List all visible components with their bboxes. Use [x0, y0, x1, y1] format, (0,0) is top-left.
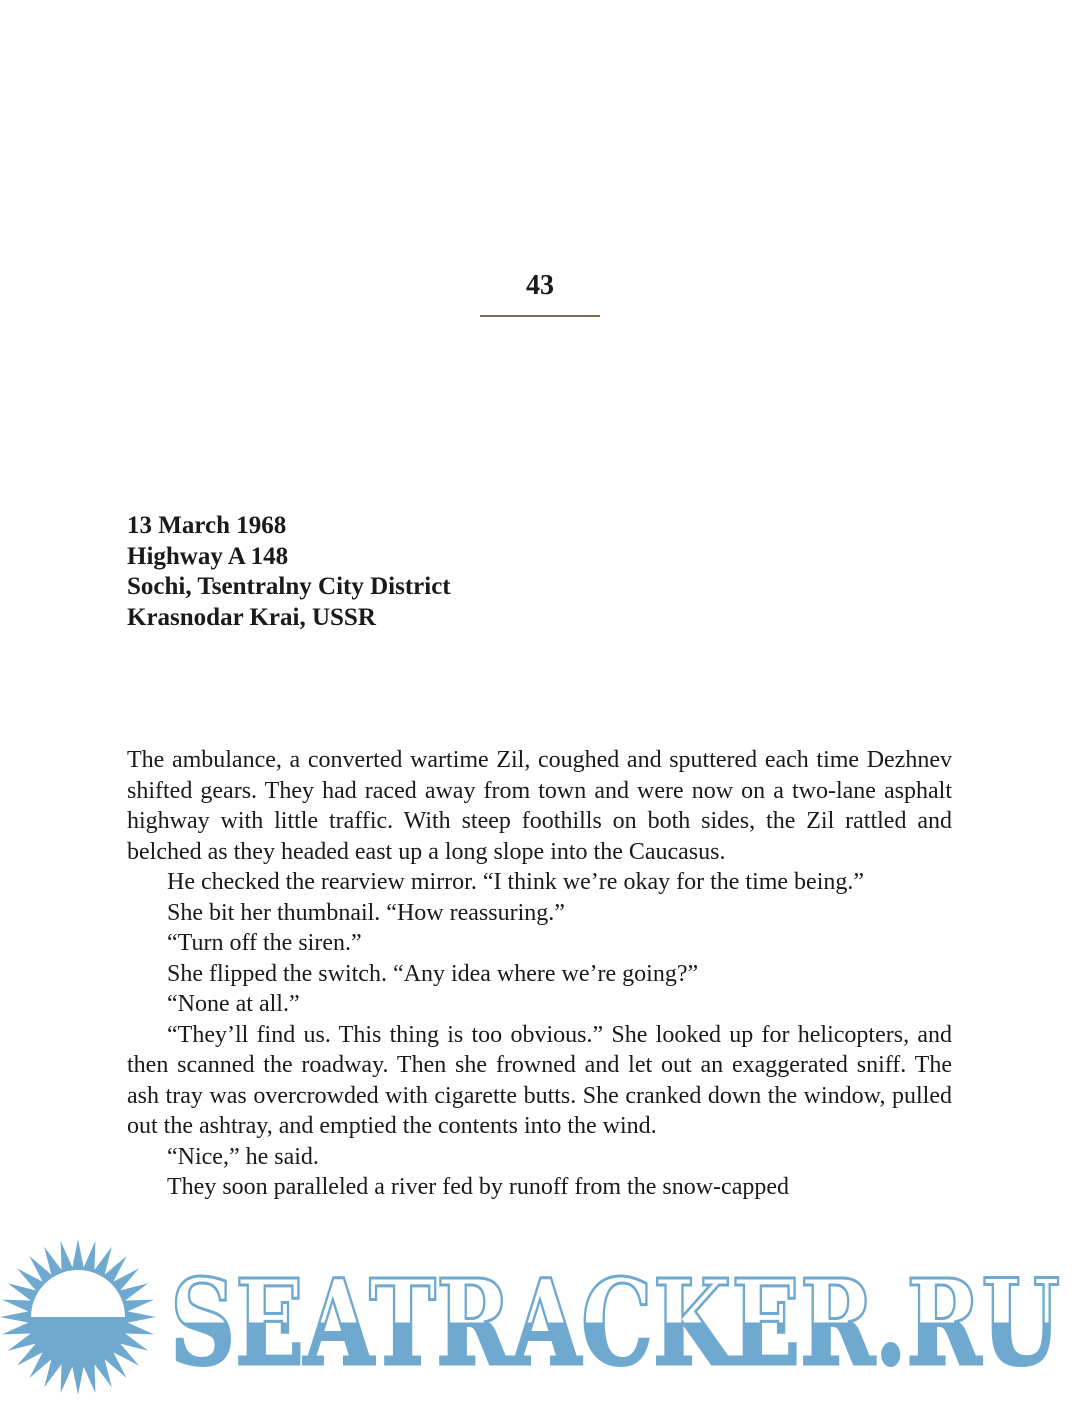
dateline-city: Sochi, Tsentralny City District	[127, 573, 451, 600]
paragraph: “Turn off the siren.”	[167, 930, 362, 956]
paragraph: “None at all.”	[167, 991, 300, 1017]
paragraph: “They’ll find us. This thing is too obvious.” She looked up for helicopters, and then scanned the roadway. Then she frowned and let out an exaggerated sniff. The ash tray was overcrowded with cigarette butts. She cranked down the window, pulled out the ashtray, and emptied the contents into the wind.	[127, 1021, 952, 1139]
chapter-body	[127, 745, 952, 1203]
paragraph: She bit her thumbnail. “How reassuring.”	[167, 899, 565, 926]
dateline	[127, 511, 827, 633]
watermark-text: SEATRACKER.RU	[170, 1253, 1060, 1392]
paragraph: The ambulance, a converted wartime Zil, coughed and sputtered each time Dezhnev shifted gears. They had raced away from town and were now on a two-lane asphalt highway with little traffic. With steep foothills on both sides, the Zil rattled and belched as they headed east up a long slope into the Caucasus.	[127, 747, 952, 865]
chapter-number: 43	[526, 270, 554, 301]
dateline-road: Highway A 148	[127, 542, 289, 570]
paragraph: She flipped the switch. “Any idea where we’re going?”	[167, 960, 699, 987]
dateline-date: 13 March 1968	[127, 512, 287, 539]
paragraph: “Nice,” he said.	[167, 1143, 319, 1170]
paragraph: He checked the rearview mirror. “I think we’re okay for the time being.”	[167, 869, 865, 895]
watermark-graphic	[0, 1236, 1080, 1397]
sun-icon	[0, 1239, 156, 1395]
paragraph: They soon paralleled a river fed by runoff from the snow-capped	[167, 1174, 789, 1200]
dateline-region: Krasnodar Krai, USSR	[127, 603, 376, 631]
watermark	[0, 1236, 1080, 1397]
chapter-divider	[480, 315, 600, 317]
